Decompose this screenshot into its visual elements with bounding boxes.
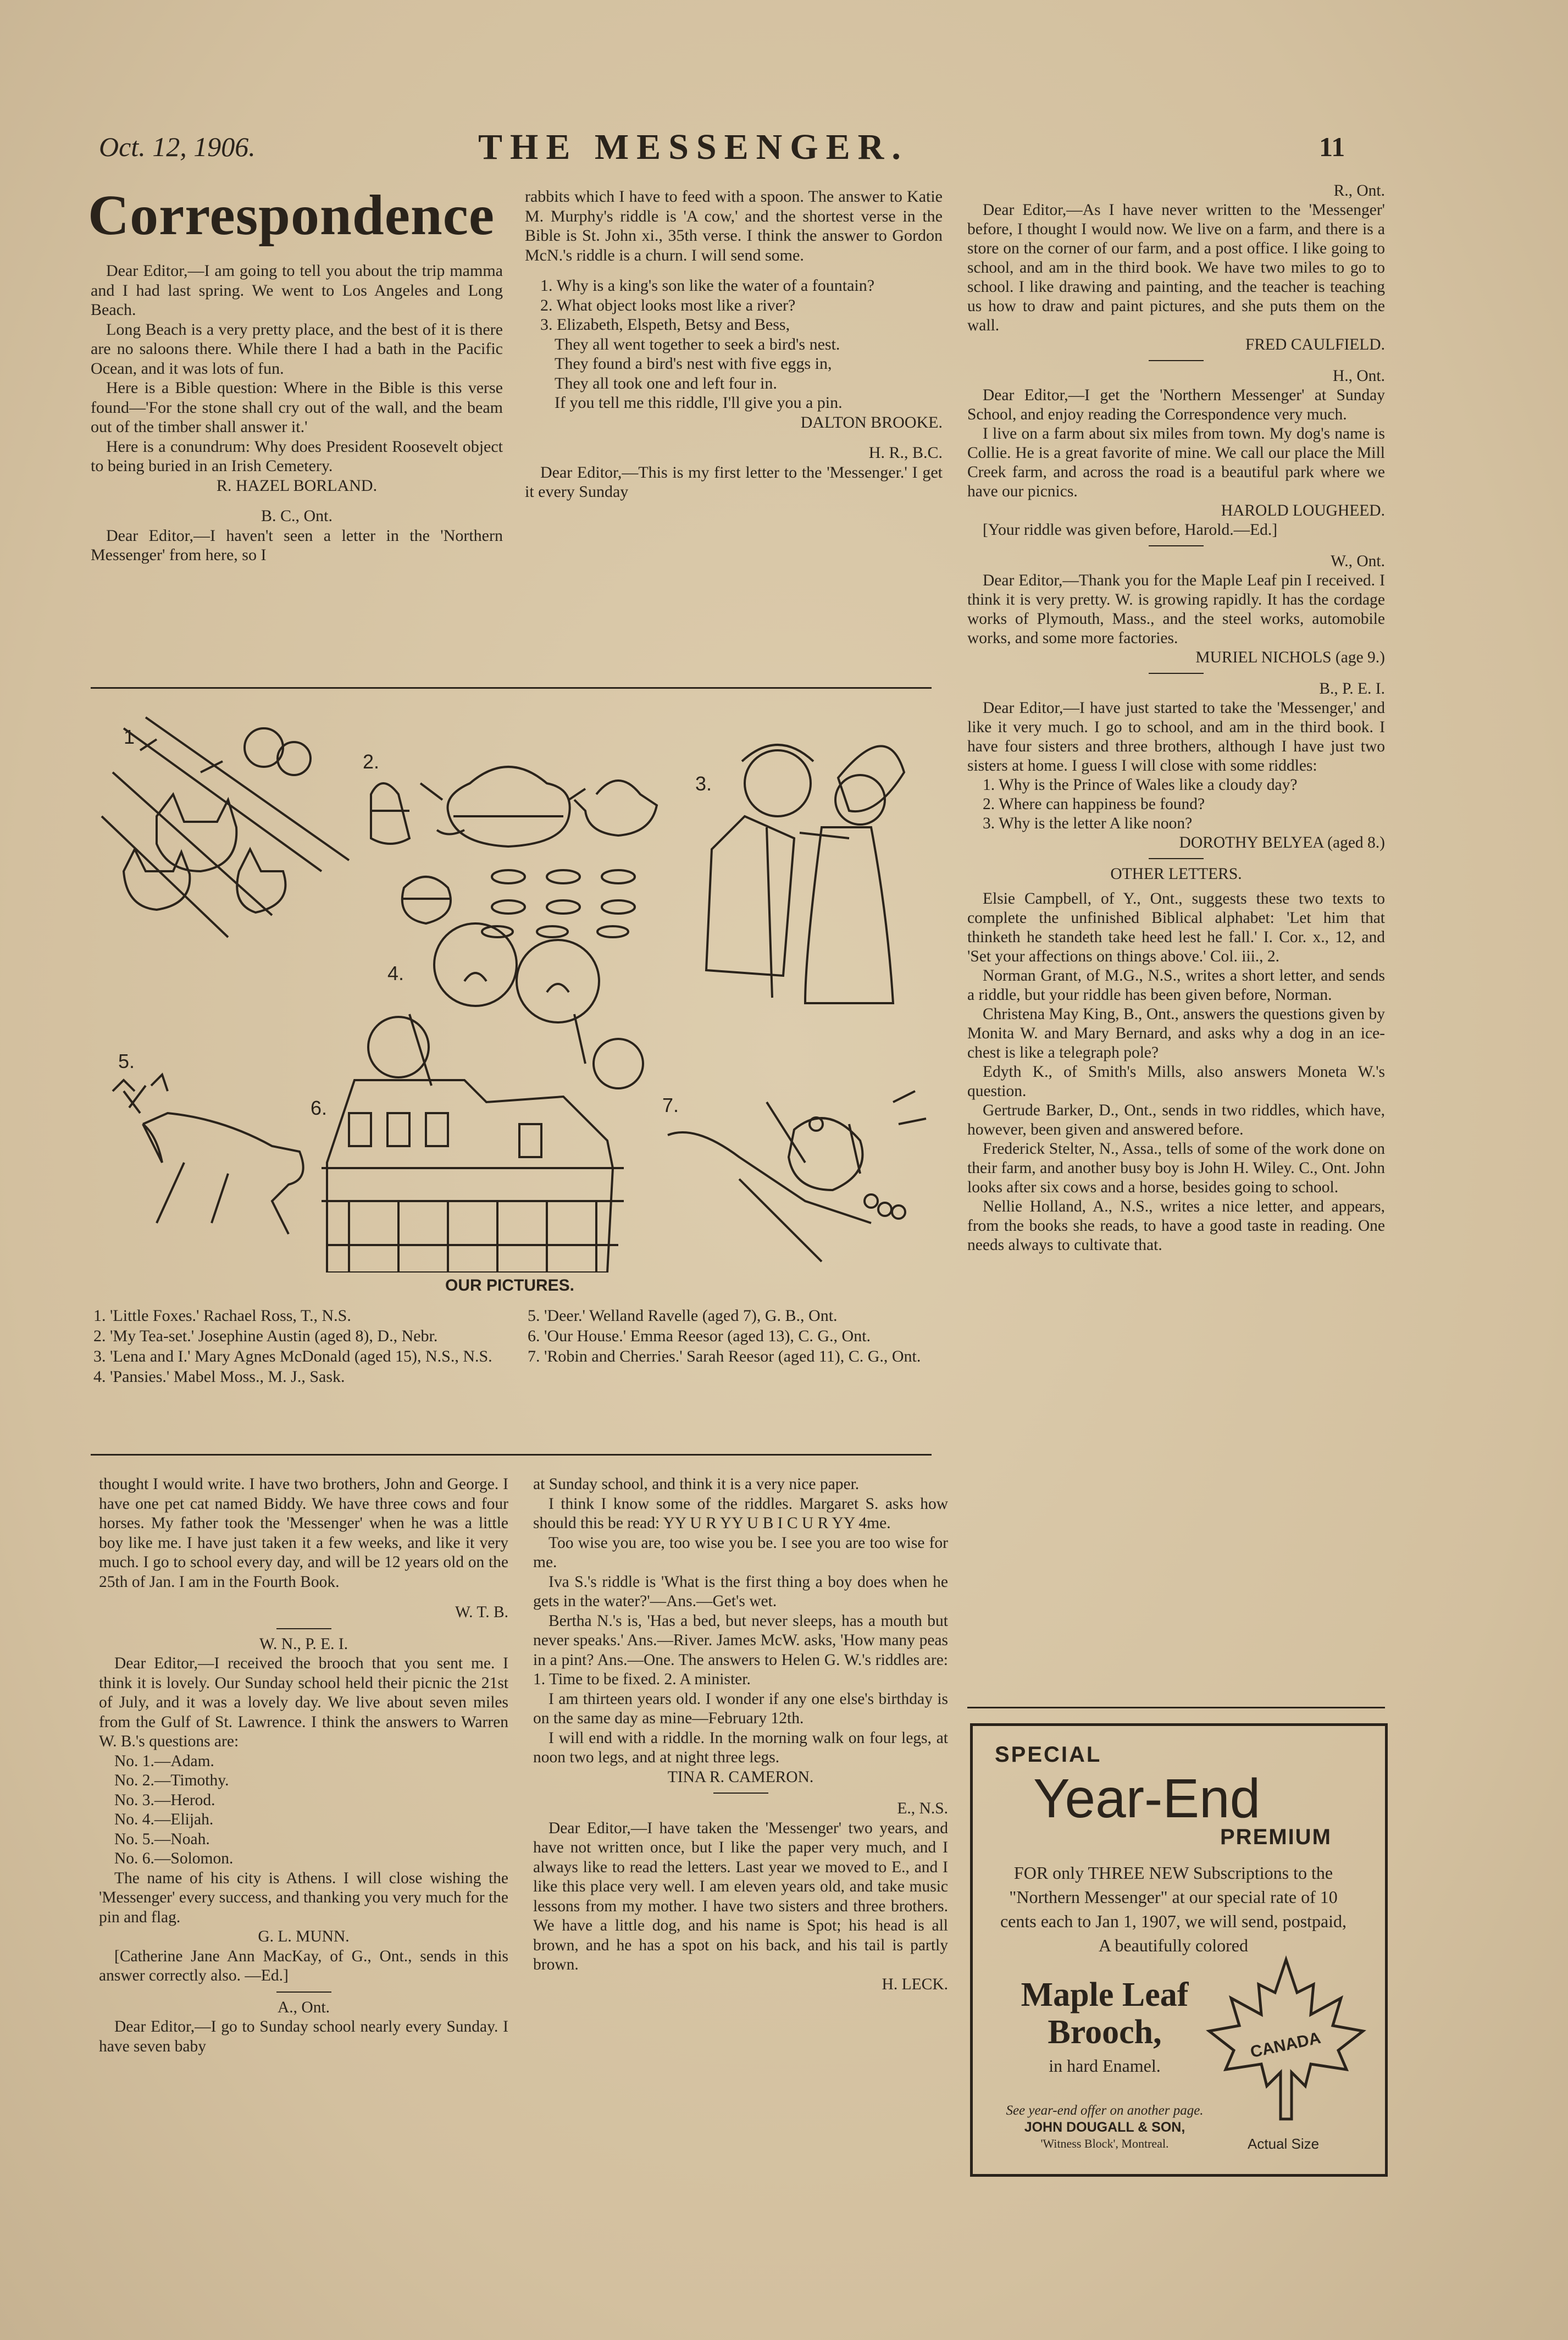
picture-number: 7. bbox=[662, 1094, 679, 1116]
answer-line: No. 1.—Adam. bbox=[114, 1752, 214, 1770]
other-letter: Norman Grant, of M.G., N.S., writes a short letter, and sends a riddle, but your riddle has been given before, Norman. bbox=[967, 967, 1385, 1004]
other-letter: Christena May King, B., Ont., answers the questions given by Monita W. and Mary Bernard, and asks why a dog in an ice-chest is like a telegraph pole? bbox=[967, 1005, 1385, 1061]
ad-publisher: JOHN DOUGALL & SON, bbox=[1024, 2120, 1185, 2135]
letter-paragraph: Here is a conundrum: Why does President Roosevelt object to being buried in an Irish Cemetery. bbox=[91, 437, 503, 475]
letter-paragraph: Dear Editor,—I have taken the 'Messenger' two years, and have not written once, but I like the paper very much, and I always like to read the letters. Last year we moved to E., and I like this place very well. I am eleven years old, and take music lessons from my mother. I have two sisters and three brothers. We have a little dog, and his name is Spot; his head is all brown, and he has a spot on his back, and his tail is partly brown. bbox=[533, 1819, 948, 1973]
answer-line: No. 2.—Timothy. bbox=[114, 1772, 229, 1789]
letter-paragraph: rabbits which I have to feed with a spoon. The answer to Katie M. Murphy's riddle is 'A cow,' and the shortest verse in the Bible is St. John xi., 35th verse. I think the answer to Gordon McN.'s riddle is a churn. I will send some. bbox=[525, 187, 943, 264]
answer-line: No. 4.—Elijah. bbox=[114, 1811, 214, 1828]
location: H., Ont. bbox=[1332, 367, 1385, 385]
picture-caption: 7. 'Robin and Cherries.' Sarah Reesor (aged 11), C. G., Ont. bbox=[528, 1347, 921, 1365]
letter-paragraph: Iva S.'s riddle is 'What is the first thing a boy does when he gets in the water?'—Ans.—Get's wet. bbox=[533, 1573, 948, 1610]
riddle-line: 2. Where can happiness be found? bbox=[983, 795, 1205, 813]
location: B. C., Ont. bbox=[261, 507, 333, 525]
ad-actual-size: Actual Size bbox=[1248, 2136, 1320, 2152]
letter-paragraph: Dear Editor,—Thank you for the Maple Leaf pin I received. I think it is very pretty. W. is growing rapidly. It has the cordage works of Plymouth, Mass., and the steel works, automobile works, and some more factories. bbox=[967, 572, 1385, 647]
ad-footer bbox=[984, 2103, 1226, 2152]
section-headline: Correspondence bbox=[88, 184, 495, 247]
lower-column-2 bbox=[533, 1475, 948, 1994]
column-2-top bbox=[525, 187, 943, 502]
picture-number: 1 bbox=[124, 726, 135, 748]
letter-paragraph: I will end with a riddle. In the morning walk on four legs, at noon two legs, and at night three legs. bbox=[533, 1729, 948, 1766]
letter-paragraph: Dear Editor,—I received the brooch that you sent me. I think it is lovely. Our Sunday school held their picnic the 21st of July, and it was a lovely day. We live about seven miles from the Gulf of St. Lawrence. I think the answers to Warren W. B.'s questions are: bbox=[99, 1655, 508, 1750]
ad-material: in hard Enamel. bbox=[1049, 2056, 1161, 2076]
other-letter: Frederick Stelter, N., Assa., tells of some of the work done on their farm, and another busy boy is John H. Wiley. C., Ont. John looks after six cows and a horse, besides going to school. bbox=[967, 1140, 1385, 1196]
location: H. R., B.C. bbox=[868, 444, 943, 462]
letter-paragraph: Dear Editor,—I have just started to take the 'Messenger,' and like it very much. I go to school, and am in the third book. I have four sisters and three brothers, although I have just two sisters at home. I guess I will close with some riddles: bbox=[967, 699, 1385, 775]
location: W., Ont. bbox=[1331, 552, 1385, 570]
signature: FRED CAULFIELD. bbox=[1245, 336, 1385, 353]
picture-number: 5. bbox=[118, 1050, 135, 1072]
letter-paragraph: I am thirteen years old. I wonder if any one else's birthday is on the same day as mine—February 12th. bbox=[533, 1690, 948, 1727]
letter-paragraph: Long Beach is a very pretty place, and the best of it is there are no saloons there. While there I had a bath in the Pacific Ocean, and it was lots of fun. bbox=[91, 320, 503, 378]
riddle-line: They all went together to seek a bird's nest. bbox=[555, 335, 840, 353]
ad-offer-text: FOR only THREE NEW Subscriptions to the "Northern Messenger" at our special rate of 10 cents each to Jan 1, 1907, we will send, postpaid, A beautifully colored bbox=[1000, 1863, 1347, 1955]
riddle-line: 3. Why is the letter A like noon? bbox=[983, 815, 1193, 832]
masthead-title: THE MESSENGER. bbox=[478, 127, 908, 167]
maple-leaf-icon bbox=[1204, 1954, 1368, 2130]
letter-paragraph: thought I would write. I have two brothers, John and George. I have one pet cat named Biddy. We have three cows and four horses. My father took the 'Messenger' when he was a little boy like me. I have just taken it a few weeks, and like it very much. I go to school every day, and will be 12 years old on the 25th of Jan. I am in the Fourth Book. bbox=[99, 1475, 508, 1591]
picture-caption: 1. 'Little Foxes.' Rachael Ross, T., N.S. bbox=[93, 1307, 351, 1325]
riddle-line: 2. What object looks most like a river? bbox=[540, 296, 796, 314]
picture-caption: 6. 'Our House.' Emma Reesor (aged 13), C. G., Ont. bbox=[528, 1327, 871, 1345]
location: W. N., P. E. I. bbox=[259, 1635, 348, 1653]
other-letter: Elsie Campbell, of Y., Ont., suggests these two texts to complete the unfinished Biblical alphabet: 'Let him that thinketh he standeth take heed lest he fall.' I. Cor. x., 12, and 'Set your affections on things above.' Col. iii., 2. bbox=[967, 890, 1385, 965]
pictures-panel bbox=[91, 706, 932, 1273]
letter-paragraph: Dear Editor,—As I have never written to the 'Messenger' before, I thought I would now. We live on a farm, and there is a store on the corner of our farm, and a post office. I like going to school, and am in the third book. We have two miles to go to school. I like drawing and painting, and the teacher is teaching us how to draw and paint pictures, and she puts them on the wall. bbox=[967, 201, 1385, 334]
editor-note: [Catherine Jane Ann MacKay, of G., Ont., sends in this answer correctly also. —Ed.] bbox=[99, 1947, 508, 1984]
other-letters-heading: OTHER LETTERS. bbox=[1110, 865, 1242, 883]
location: B., P. E. I. bbox=[1319, 680, 1385, 698]
drawings-illustration bbox=[91, 706, 932, 1273]
column-1-top bbox=[91, 261, 503, 565]
location: A., Ont. bbox=[277, 1998, 330, 2016]
ad-premium-label: PREMIUM bbox=[1220, 1825, 1332, 1849]
letter-paragraph: I think I know some of the riddles. Margaret S. asks how should this be read: YY U R YY U B I C U R YY 4me. bbox=[533, 1495, 948, 1532]
picture-number: 3. bbox=[695, 772, 712, 795]
riddle-line: 1. Why is the Prince of Wales like a cloudy day? bbox=[983, 776, 1298, 794]
location: R., Ont. bbox=[1333, 182, 1385, 200]
signature: DALTON BROOKE. bbox=[800, 413, 943, 432]
other-letter: Nellie Holland, A., N.S., writes a nice letter, and appears, from the books she reads, to have a good taste in reading. One needs always to cultivate that. bbox=[967, 1198, 1385, 1254]
picture-number: 6. bbox=[311, 1097, 328, 1119]
picture-number: 2. bbox=[363, 750, 380, 773]
letter-paragraph: Too wise you are, too wise you be. I see you are too wise for me. bbox=[533, 1534, 948, 1571]
letter-paragraph: at Sunday school, and think it is a very nice paper. bbox=[533, 1475, 860, 1493]
signature: DOROTHY BELYEA (aged 8.) bbox=[1179, 834, 1385, 851]
divider-rule bbox=[91, 687, 932, 689]
leaf-text: CANADA bbox=[1249, 2028, 1323, 2062]
signature: H. LECK. bbox=[882, 1975, 948, 1993]
ad-address: 'Witness Block', Montreal. bbox=[1040, 2137, 1169, 2150]
pictures-title: OUR PICTURES. bbox=[445, 1276, 575, 1295]
letter-paragraph: Here is a Bible question: Where in the Bible is this verse found—'For the stone shall cry out of the wall, and the beam out of the timber shall answer it.' bbox=[91, 379, 503, 436]
divider-rule bbox=[91, 1454, 932, 1456]
signature: R. HAZEL BORLAND. bbox=[216, 476, 378, 495]
ad-see-note: See year-end offer on another page. bbox=[1006, 2103, 1204, 2118]
ad-year-end-title: Year-End bbox=[1033, 1768, 1261, 1829]
divider-rule bbox=[967, 1707, 1385, 1708]
answer-line: No. 3.—Herod. bbox=[114, 1791, 215, 1809]
letter-paragraph: Dear Editor,—I go to Sunday school nearly every Sunday. I have seven baby bbox=[99, 2018, 508, 2055]
riddle-line: If you tell me this riddle, I'll give you a pin. bbox=[555, 394, 843, 412]
column-3 bbox=[967, 181, 1385, 1255]
ad-product-name: Maple Leaf Brooch, bbox=[1021, 1976, 1189, 2051]
letter-paragraph: Bertha N.'s is, 'Has a bed, but never sleeps, has a mouth but never speaks.' Ans.—River. James McW. asks, 'How many peas in a pint? Ans.—One. The answers to Helen G. W.'s riddles are: 1. Time to be fixed. 2. A minister. bbox=[533, 1612, 948, 1688]
letter-paragraph: I live on a farm about six miles from town. My dog's name is Collie. He is a great favorite of mine. We call our place the Mill Creek farm, and across the road is a beautiful park where we have our picnics. bbox=[967, 425, 1385, 500]
other-letter: Edyth K., of Smith's Mills, also answers Moneta W.'s question. bbox=[967, 1063, 1385, 1100]
riddle-line: They all took one and left four in. bbox=[555, 374, 777, 392]
picture-caption: 3. 'Lena and I.' Mary Agnes McDonald (aged 15), N.S., N.S. bbox=[93, 1347, 492, 1365]
picture-caption: 2. 'My Tea-set.' Josephine Austin (aged 8), D., Nebr. bbox=[93, 1327, 438, 1345]
picture-caption: 4. 'Pansies.' Mabel Moss., M. J., Sask. bbox=[93, 1368, 345, 1386]
editor-note: [Your riddle was given before, Harold.—Ed.] bbox=[983, 521, 1278, 539]
letter-paragraph: Dear Editor,—I am going to tell you about the trip mamma and I had last spring. We went to Los Angeles and Long Beach. bbox=[91, 262, 503, 319]
signature: HAROLD LOUGHEED. bbox=[1221, 502, 1385, 519]
riddle-line: They found a bird's nest with five eggs in, bbox=[555, 355, 832, 373]
other-letter: Gertrude Barker, D., Ont., sends in two riddles, which have, however, been given and answered before. bbox=[967, 1102, 1385, 1138]
issue-date: Oct. 12, 1906. bbox=[99, 131, 256, 162]
letter-paragraph: The name of his city is Athens. I will close wishing the 'Messenger' every success, and thanking you very much for the pin and flag. bbox=[99, 1869, 508, 1926]
lower-column-1 bbox=[99, 1475, 508, 2056]
answer-line: No. 5.—Noah. bbox=[114, 1830, 210, 1848]
answer-line: No. 6.—Solomon. bbox=[114, 1850, 234, 1867]
location: E., N.S. bbox=[897, 1800, 948, 1817]
signature: TINA R. CAMERON. bbox=[667, 1768, 814, 1786]
letter-paragraph: Dear Editor,—I get the 'Northern Messenger' at Sunday School, and enjoy reading the Correspondence very much. bbox=[967, 386, 1385, 423]
letter-paragraph: Dear Editor,—This is my first letter to the 'Messenger.' I get it every Sunday bbox=[525, 463, 943, 501]
riddle-line: 1. Why is a king's son like the water of a fountain? bbox=[540, 276, 875, 295]
signature: W. T. B. bbox=[455, 1603, 508, 1621]
signature: G. L. MUNN. bbox=[258, 1928, 350, 1945]
picture-caption: 5. 'Deer.' Welland Ravelle (aged 7), G. B., Ont. bbox=[528, 1307, 838, 1325]
letter-paragraph: Dear Editor,—I haven't seen a letter in the 'Northern Messenger' from here, so I bbox=[91, 526, 503, 564]
premium-advertisement bbox=[970, 1723, 1388, 2177]
signature: MURIEL NICHOLS (age 9.) bbox=[1195, 649, 1385, 666]
picture-number: 4. bbox=[387, 962, 405, 984]
ad-special-label: SPECIAL bbox=[995, 1742, 1102, 1767]
page-number: 11 bbox=[1319, 131, 1345, 162]
riddle-line: 3. Elizabeth, Elspeth, Betsy and Bess, bbox=[540, 316, 790, 334]
